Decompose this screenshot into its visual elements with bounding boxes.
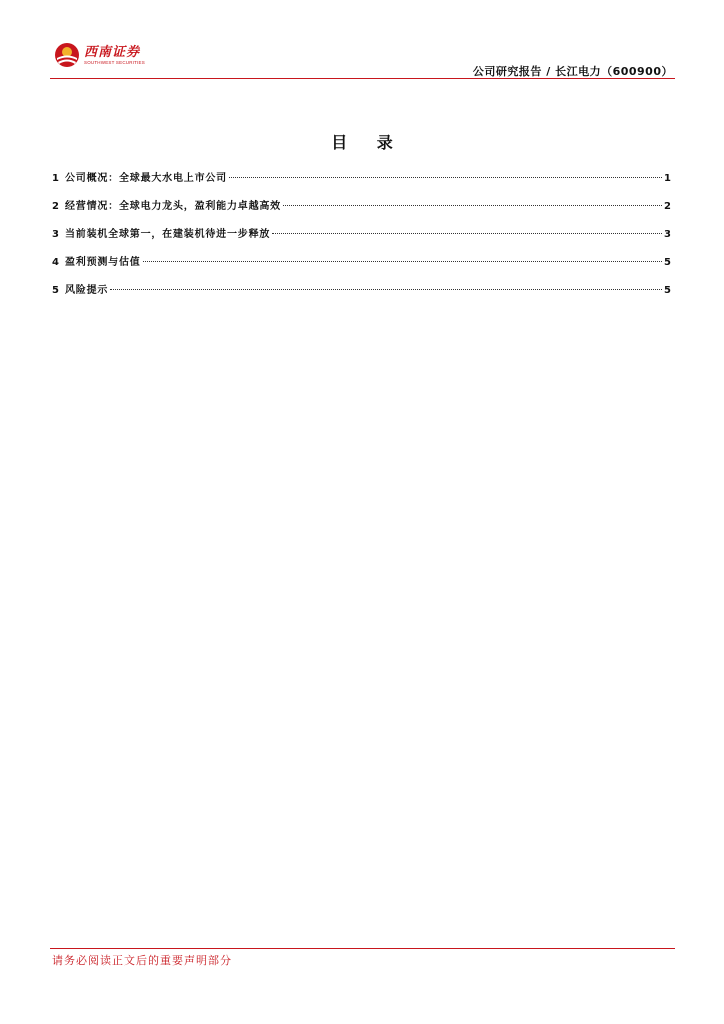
toc-item-number: 2: [52, 201, 59, 212]
footer-divider: [50, 948, 675, 949]
toc-leader-dots: [110, 289, 662, 290]
toc-leader-dots: [229, 177, 662, 178]
toc-item[interactable]: [52, 171, 671, 199]
sun-logo-icon: [54, 42, 80, 68]
toc-item-number: 5: [52, 285, 59, 296]
toc-item-page[interactable]: 3: [664, 229, 671, 240]
toc-item-number: 3: [52, 229, 59, 240]
toc-item-page[interactable]: 2: [664, 201, 671, 212]
toc-leader-dots: [272, 233, 662, 234]
toc-item-number: 1: [52, 173, 59, 184]
toc-item-title[interactable]: 公司概况：全球最大水电上市公司: [64, 173, 227, 184]
toc-item-number: 4: [52, 257, 59, 268]
table-of-contents: [52, 171, 671, 311]
company-logo: [54, 42, 145, 68]
logo-english-name: SOUTHWEST SECURITIES: [84, 59, 145, 65]
report-label: 公司研究报告 / 长江电力（600900）: [472, 65, 673, 78]
toc-item[interactable]: [52, 283, 671, 311]
header-divider: [50, 78, 675, 79]
toc-leader-dots: [283, 205, 662, 206]
page-header: [50, 40, 675, 80]
toc-item-page[interactable]: 5: [664, 257, 671, 268]
logo-chinese-name: 西南证券: [84, 44, 141, 60]
toc-item-title[interactable]: 当前装机全球第一，在建装机待进一步释放: [64, 229, 271, 240]
toc-item-page[interactable]: 5: [664, 285, 671, 296]
toc-item-title[interactable]: 盈利预测与估值: [64, 257, 141, 268]
toc-item-title[interactable]: 经营情况：全球电力龙头，盈利能力卓越高效: [64, 201, 281, 212]
toc-title: 目 录: [331, 133, 405, 152]
toc-item[interactable]: [52, 255, 671, 283]
toc-item[interactable]: [52, 199, 671, 227]
toc-item-title[interactable]: 风险提示: [64, 285, 109, 296]
toc-item-page[interactable]: 1: [664, 173, 671, 184]
toc-leader-dots: [143, 261, 662, 262]
footer-notice: 请务必阅读正文后的重要声明部分: [52, 954, 232, 967]
toc-item[interactable]: [52, 227, 671, 255]
